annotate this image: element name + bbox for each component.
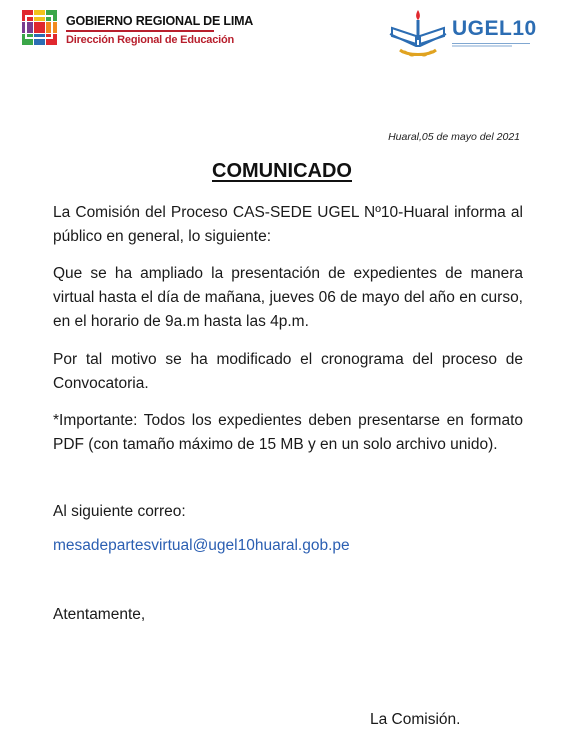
paragraph-important: *Importante: Todos los expedientes deben presentarse en formato PDF (con tamaño máximo de 15 MB y en un solo archivo unido).	[53, 412, 523, 453]
paragraph-schedule: Por tal motivo se ha modificado el cronograma del proceso de Convocatoria.	[53, 351, 523, 392]
document-date: Huaral,05 de mayo del 2021	[388, 131, 520, 143]
closing-text: Atentamente,	[53, 606, 146, 623]
ugel-fine-print-lines	[452, 42, 532, 48]
gobierno-regional-logo	[20, 8, 60, 48]
header-divider	[66, 30, 214, 32]
ugel-number: 10	[512, 17, 537, 40]
paragraph-extension: Que se ha ampliado la presentación de expedientes de manera virtual hasta el día de mañana, jueves 06 de mayo del año en curso, en el horario de 9a.m hasta las 4p.m.	[53, 265, 523, 330]
ugel-book-torch-icon	[386, 6, 450, 62]
document-title: COMUNICADO	[212, 160, 352, 182]
ugel-logo-text	[452, 18, 537, 40]
signature-text: La Comisión.	[370, 711, 461, 728]
contact-email-link[interactable]: mesadepartesvirtual@ugel10huaral.gob.pe	[53, 537, 350, 554]
org-subtitle: Dirección Regional de Educación	[66, 34, 235, 46]
paragraph-intro: La Comisión del Proceso CAS-SEDE UGEL Nº10-Huaral informa al público en general, lo siguiente:	[53, 204, 523, 245]
paragraph-email-intro: Al siguiente correo:	[53, 503, 186, 520]
gobierno-regional-header	[66, 14, 253, 47]
ugel-word: UGEL	[452, 17, 513, 40]
org-title: GOBIERNO REGIONAL DE LIMA	[66, 14, 254, 28]
document-title-wrapper	[0, 160, 564, 183]
